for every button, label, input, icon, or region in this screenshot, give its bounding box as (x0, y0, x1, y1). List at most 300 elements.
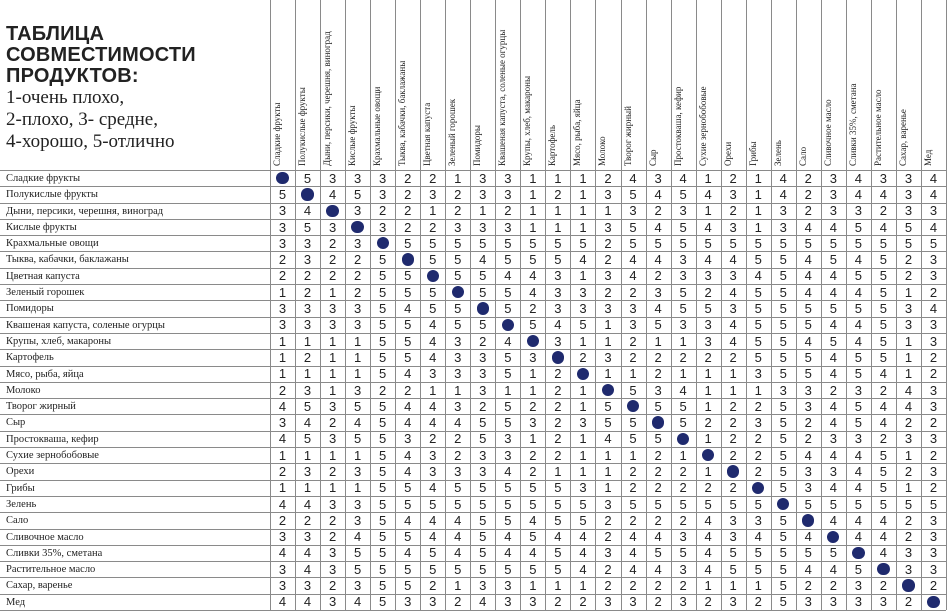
compatibility-cell: 5 (704, 235, 712, 251)
compatibility-cell: 2 (904, 463, 913, 479)
compatibility-cell: 4 (854, 512, 862, 528)
compatibility-cell: 1 (904, 333, 913, 349)
column-header: Тыква, кабачки, баклажаны (397, 60, 408, 166)
compatibility-cell: 5 (654, 431, 662, 447)
compatibility-cell: 2 (654, 480, 662, 496)
compatibility-cell: 4 (654, 186, 662, 202)
compatibility-cell: 2 (904, 512, 913, 528)
compatibility-cell: 1 (629, 366, 637, 382)
compatibility-cell: 3 (929, 545, 938, 561)
compatibility-cell: 2 (629, 578, 637, 594)
compatibility-cell: 5 (479, 496, 487, 512)
compatibility-cell: 5 (754, 252, 762, 268)
compatibility-cell: 2 (904, 594, 913, 610)
compatibility-cell: 5 (679, 301, 687, 317)
compatibility-cell: 5 (379, 529, 387, 545)
compatibility-cell: 3 (554, 301, 562, 317)
grid-column-line (946, 0, 947, 610)
compatibility-cell: 1 (729, 366, 737, 382)
compatibility-cell: 5 (654, 235, 662, 251)
compatibility-cell: 5 (379, 398, 387, 414)
compatibility-cell: 5 (404, 268, 412, 284)
compatibility-cell: 2 (704, 480, 712, 496)
compatibility-cell: 1 (579, 219, 587, 235)
compatibility-cell: 4 (354, 529, 362, 545)
compatibility-cell: 4 (804, 529, 812, 545)
compatibility-cell: 4 (504, 529, 512, 545)
compatibility-cell: 4 (404, 366, 412, 382)
diagonal-dot (777, 498, 789, 510)
compatibility-cell: 4 (929, 219, 938, 235)
compatibility-cell: 4 (829, 284, 837, 300)
compatibility-cell: 4 (704, 252, 712, 268)
compatibility-cell: 5 (779, 578, 787, 594)
compatibility-cell: 2 (529, 301, 537, 317)
compatibility-cell: 3 (729, 186, 737, 202)
compatibility-cell: 5 (854, 219, 862, 235)
compatibility-cell: 3 (829, 203, 837, 219)
compatibility-cell: 2 (278, 268, 287, 284)
compatibility-cell: 4 (729, 284, 737, 300)
compatibility-cell: 5 (554, 252, 562, 268)
compatibility-cell: 2 (629, 284, 637, 300)
compatibility-cell: 5 (829, 496, 837, 512)
diagonal-dot (452, 286, 464, 298)
compatibility-cell: 5 (454, 496, 462, 512)
compatibility-cell: 3 (829, 170, 837, 186)
compatibility-cell: 2 (729, 431, 737, 447)
compatibility-cell: 5 (404, 333, 412, 349)
compatibility-cell: 1 (754, 578, 762, 594)
diagonal-dot (877, 563, 889, 575)
compatibility-cell: 1 (579, 447, 587, 463)
compatibility-cell: 5 (779, 415, 787, 431)
compatibility-cell: 5 (854, 561, 862, 577)
row-label: Мясо, рыба, яйца (6, 368, 84, 380)
compatibility-cell: 2 (754, 398, 762, 414)
compatibility-cell: 3 (629, 317, 637, 333)
compatibility-cell: 1 (904, 447, 913, 463)
compatibility-cell: 5 (679, 415, 687, 431)
column-header: Помидоры (472, 125, 483, 166)
compatibility-cell: 5 (679, 186, 687, 202)
compatibility-cell: 5 (779, 366, 787, 382)
compatibility-cell: 5 (504, 398, 512, 414)
compatibility-cell: 5 (779, 545, 787, 561)
compatibility-cell: 2 (654, 203, 662, 219)
compatibility-cell: 2 (729, 170, 737, 186)
compatibility-cell: 4 (854, 170, 862, 186)
compatibility-cell: 1 (529, 170, 537, 186)
compatibility-cell: 5 (629, 186, 637, 202)
compatibility-cell: 3 (604, 594, 612, 610)
compatibility-cell: 2 (604, 578, 612, 594)
compatibility-cell: 5 (404, 480, 412, 496)
compatibility-cell: 3 (479, 463, 487, 479)
compatibility-cell: 2 (654, 349, 662, 365)
diagonal-dot (902, 579, 914, 591)
compatibility-cell: 2 (904, 252, 913, 268)
compatibility-cell: 4 (854, 284, 862, 300)
compatibility-cell: 3 (379, 186, 387, 202)
diagonal-dot (377, 237, 389, 249)
compatibility-cell: 3 (929, 268, 938, 284)
compatibility-cell: 3 (929, 333, 938, 349)
compatibility-cell: 3 (504, 594, 512, 610)
compatibility-cell: 1 (729, 578, 737, 594)
compatibility-cell: 3 (729, 219, 737, 235)
compatibility-cell: 3 (479, 170, 487, 186)
compatibility-cell: 2 (479, 333, 487, 349)
compatibility-cell: 5 (404, 349, 412, 365)
compatibility-cell: 4 (804, 447, 812, 463)
compatibility-cell: 1 (328, 349, 337, 365)
compatibility-cell: 2 (454, 431, 462, 447)
compatibility-cell: 2 (604, 561, 612, 577)
compatibility-cell: 5 (804, 235, 812, 251)
compatibility-cell: 5 (454, 480, 462, 496)
compatibility-cell: 5 (554, 561, 562, 577)
column-header: Творог жирный (622, 106, 633, 166)
compatibility-cell: 3 (654, 382, 662, 398)
compatibility-cell: 3 (729, 594, 737, 610)
compatibility-cell: 3 (454, 333, 462, 349)
compatibility-cell: 3 (454, 398, 462, 414)
compatibility-cell: 3 (554, 268, 562, 284)
compatibility-cell: 3 (429, 463, 437, 479)
compatibility-cell: 5 (779, 235, 787, 251)
compatibility-cell: 2 (629, 512, 637, 528)
compatibility-cell: 5 (779, 284, 787, 300)
compatibility-cell: 2 (278, 252, 287, 268)
compatibility-cell: 4 (579, 561, 587, 577)
compatibility-cell: 4 (704, 529, 712, 545)
compatibility-cell: 3 (629, 594, 637, 610)
compatibility-cell: 3 (328, 496, 337, 512)
compatibility-cell: 5 (379, 415, 387, 431)
compatibility-cell: 3 (904, 561, 913, 577)
compatibility-cell: 4 (879, 545, 887, 561)
compatibility-cell: 4 (429, 333, 437, 349)
compatibility-cell: 3 (328, 317, 337, 333)
compatibility-cell: 3 (854, 382, 862, 398)
compatibility-cell: 2 (704, 594, 712, 610)
compatibility-cell: 5 (804, 349, 812, 365)
diagonal-dot (627, 400, 639, 412)
compatibility-cell: 5 (879, 284, 887, 300)
compatibility-cell: 2 (654, 578, 662, 594)
compatibility-cell: 2 (529, 447, 537, 463)
compatibility-cell: 1 (278, 480, 287, 496)
compatibility-cell: 5 (429, 545, 437, 561)
compatibility-cell: 5 (504, 561, 512, 577)
compatibility-cell: 2 (754, 594, 762, 610)
compatibility-cell: 4 (429, 398, 437, 414)
compatibility-cell: 3 (429, 366, 437, 382)
compatibility-cell: 3 (278, 219, 287, 235)
compatibility-cell: 4 (629, 529, 637, 545)
compatibility-cell: 2 (904, 268, 913, 284)
compatibility-cell: 5 (579, 317, 587, 333)
diagonal-dot (427, 270, 439, 282)
compatibility-cell: 2 (929, 284, 938, 300)
compatibility-cell: 1 (328, 366, 337, 382)
compatibility-cell: 3 (729, 529, 737, 545)
compatibility-cell: 4 (654, 301, 662, 317)
compatibility-cell: 2 (729, 415, 737, 431)
compatibility-cell: 1 (354, 366, 362, 382)
column-header: Крахмальные овощи (372, 86, 383, 166)
compatibility-cell: 5 (829, 333, 837, 349)
compatibility-cell: 3 (354, 578, 362, 594)
compatibility-cell: 4 (854, 480, 862, 496)
compatibility-cell: 5 (804, 496, 812, 512)
compatibility-cell: 5 (504, 301, 512, 317)
column-header: Сало (797, 146, 808, 166)
compatibility-cell: 3 (529, 594, 537, 610)
compatibility-cell: 4 (479, 252, 487, 268)
compatibility-cell: 1 (679, 333, 687, 349)
compatibility-cell: 2 (929, 447, 938, 463)
compatibility-cell: 3 (504, 578, 512, 594)
compatibility-cell: 5 (904, 496, 913, 512)
compatibility-cell: 5 (579, 235, 587, 251)
compatibility-cell: 3 (579, 301, 587, 317)
compatibility-cell: 3 (804, 382, 812, 398)
compatibility-cell: 2 (354, 268, 362, 284)
compatibility-cell: 3 (479, 219, 487, 235)
compatibility-cell: 2 (303, 284, 312, 300)
compatibility-cell: 3 (404, 431, 412, 447)
compatibility-cell: 4 (704, 561, 712, 577)
compatibility-cell: 1 (904, 284, 913, 300)
row-label: Молоко (6, 384, 41, 396)
compatibility-cell: 2 (554, 447, 562, 463)
compatibility-cell: 2 (729, 349, 737, 365)
compatibility-cell: 4 (804, 219, 812, 235)
column-header: Квашеная капуста, соленые огурцы (497, 29, 508, 166)
compatibility-cell: 1 (904, 480, 913, 496)
compatibility-cell: 5 (529, 529, 537, 545)
compatibility-cell: 2 (679, 512, 687, 528)
compatibility-cell: 4 (879, 186, 887, 202)
compatibility-cell: 5 (479, 317, 487, 333)
compatibility-cell: 2 (804, 415, 812, 431)
compatibility-cell: 2 (604, 284, 612, 300)
compatibility-cell: 4 (354, 594, 362, 610)
compatibility-cell: 4 (804, 561, 812, 577)
compatibility-cell: 2 (929, 349, 938, 365)
compatibility-cell: 5 (354, 398, 362, 414)
row-label: Тыква, кабачки, баклажаны (6, 254, 129, 266)
compatibility-cell: 3 (303, 382, 312, 398)
compatibility-cell: 3 (354, 301, 362, 317)
compatibility-cell: 5 (929, 496, 938, 512)
compatibility-cell: 3 (904, 431, 913, 447)
compatibility-cell: 2 (754, 463, 762, 479)
compatibility-cell: 1 (303, 366, 312, 382)
compatibility-cell: 5 (754, 349, 762, 365)
compatibility-cell: 5 (879, 333, 887, 349)
compatibility-cell: 5 (504, 284, 512, 300)
compatibility-cell: 4 (429, 512, 437, 528)
compatibility-cell: 2 (729, 203, 737, 219)
compatibility-cell: 5 (379, 333, 387, 349)
compatibility-cell: 2 (554, 186, 562, 202)
compatibility-cell: 5 (854, 496, 862, 512)
compatibility-cell: 2 (554, 398, 562, 414)
compatibility-cell: 5 (479, 480, 487, 496)
compatibility-cell: 3 (679, 268, 687, 284)
compatibility-cell: 3 (504, 447, 512, 463)
compatibility-cell: 5 (529, 480, 537, 496)
compatibility-cell: 5 (879, 235, 887, 251)
compatibility-cell: 4 (829, 512, 837, 528)
compatibility-cell: 1 (579, 186, 587, 202)
compatibility-cell: 5 (829, 301, 837, 317)
compatibility-cell: 1 (754, 382, 762, 398)
compatibility-cell: 3 (278, 301, 287, 317)
compatibility-cell: 1 (529, 186, 537, 202)
column-header: Грибы (747, 141, 758, 166)
compatibility-cell: 2 (629, 349, 637, 365)
compatibility-cell: 2 (929, 415, 938, 431)
compatibility-cell: 5 (404, 235, 412, 251)
compatibility-cell: 4 (529, 284, 537, 300)
compatibility-cell: 4 (879, 415, 887, 431)
compatibility-cell: 5 (379, 301, 387, 317)
compatibility-cell: 3 (679, 529, 687, 545)
compatibility-cell: 5 (629, 431, 637, 447)
row-label: Помидоры (6, 303, 54, 315)
compatibility-cell: 5 (579, 512, 587, 528)
compatibility-cell: 4 (829, 398, 837, 414)
compatibility-cell: 3 (579, 284, 587, 300)
compatibility-cell: 2 (729, 398, 737, 414)
compatibility-cell: 5 (829, 252, 837, 268)
compatibility-cell: 3 (854, 594, 862, 610)
compatibility-cell: 2 (554, 415, 562, 431)
row-label: Крупы, хлеб, макароны (6, 335, 112, 347)
compatibility-cell: 5 (529, 496, 537, 512)
compatibility-cell: 4 (404, 447, 412, 463)
compatibility-cell: 3 (929, 512, 938, 528)
compatibility-cell: 5 (404, 284, 412, 300)
compatibility-cell: 4 (829, 268, 837, 284)
compatibility-cell: 5 (454, 235, 462, 251)
compatibility-cell: 1 (354, 349, 362, 365)
compatibility-cell: 5 (754, 496, 762, 512)
compatibility-cell: 4 (654, 529, 662, 545)
compatibility-cell: 5 (404, 529, 412, 545)
compatibility-cell: 5 (629, 219, 637, 235)
compatibility-cell: 2 (879, 431, 887, 447)
compatibility-cell: 4 (854, 186, 862, 202)
compatibility-cell: 5 (829, 235, 837, 251)
compatibility-cell: 5 (504, 496, 512, 512)
compatibility-cell: 5 (554, 545, 562, 561)
compatibility-cell: 2 (328, 252, 337, 268)
compatibility-cell: 4 (729, 317, 737, 333)
compatibility-cell: 5 (504, 252, 512, 268)
compatibility-cell: 3 (929, 382, 938, 398)
compatibility-cell: 2 (804, 431, 812, 447)
compatibility-cell: 4 (679, 382, 687, 398)
column-header: Простокваша, кефир (672, 86, 683, 166)
compatibility-cell: 1 (579, 333, 587, 349)
compatibility-cell: 3 (829, 431, 837, 447)
row-label: Сладкие фрукты (6, 173, 81, 184)
compatibility-cell: 5 (779, 463, 787, 479)
compatibility-cell: 4 (278, 594, 287, 610)
compatibility-cell: 3 (278, 561, 287, 577)
column-header: Крупы, хлеб, макароны (522, 75, 533, 166)
column-header: Молоко (597, 136, 608, 166)
row-label: Грибы (6, 482, 35, 494)
compatibility-cell: 3 (904, 203, 913, 219)
compatibility-cell: 2 (704, 415, 712, 431)
compatibility-cell: 2 (729, 447, 737, 463)
compatibility-cell: 4 (829, 317, 837, 333)
compatibility-cell: 3 (779, 219, 787, 235)
diagonal-dot (552, 351, 564, 363)
compatibility-cell: 5 (479, 235, 487, 251)
compatibility-cell: 5 (379, 496, 387, 512)
compatibility-cell: 3 (303, 463, 312, 479)
compatibility-cell: 3 (303, 317, 312, 333)
compatibility-cell: 2 (328, 415, 337, 431)
compatibility-cell: 5 (504, 235, 512, 251)
compatibility-cell: 4 (278, 431, 287, 447)
column-header: Сахар, варенье (897, 109, 908, 166)
diagonal-dot (927, 596, 939, 608)
compatibility-cell: 5 (779, 431, 787, 447)
compatibility-cell: 4 (929, 186, 938, 202)
compatibility-cell: 4 (404, 301, 412, 317)
compatibility-cell: 3 (904, 170, 913, 186)
compatibility-cell: 2 (929, 480, 938, 496)
compatibility-cell: 4 (654, 561, 662, 577)
compatibility-cell: 4 (879, 529, 887, 545)
compatibility-cell: 5 (904, 219, 913, 235)
diagonal-dot (727, 465, 739, 477)
compatibility-cell: 5 (779, 447, 787, 463)
compatibility-cell: 2 (554, 594, 562, 610)
diagonal-dot (477, 302, 489, 314)
compatibility-cell: 3 (854, 203, 862, 219)
compatibility-cell: 3 (829, 463, 837, 479)
compatibility-cell: 3 (654, 170, 662, 186)
compatibility-cell: 3 (929, 252, 938, 268)
compatibility-cell: 5 (879, 268, 887, 284)
compatibility-cell: 4 (429, 349, 437, 365)
compatibility-cell: 4 (504, 545, 512, 561)
compatibility-cell: 2 (704, 349, 712, 365)
compatibility-cell: 4 (854, 317, 862, 333)
compatibility-cell: 5 (879, 349, 887, 365)
compatibility-cell: 3 (679, 594, 687, 610)
compatibility-cell: 5 (779, 398, 787, 414)
compatibility-cell: 3 (904, 317, 913, 333)
row-label: Сухие зернобобовые (6, 450, 99, 462)
compatibility-cell: 4 (829, 447, 837, 463)
compatibility-cell: 3 (379, 170, 387, 186)
compatibility-cell: 2 (504, 203, 512, 219)
compatibility-cell: 3 (303, 301, 312, 317)
compatibility-cell: 4 (804, 252, 812, 268)
compatibility-cell: 4 (404, 415, 412, 431)
compatibility-cell: 3 (379, 219, 387, 235)
